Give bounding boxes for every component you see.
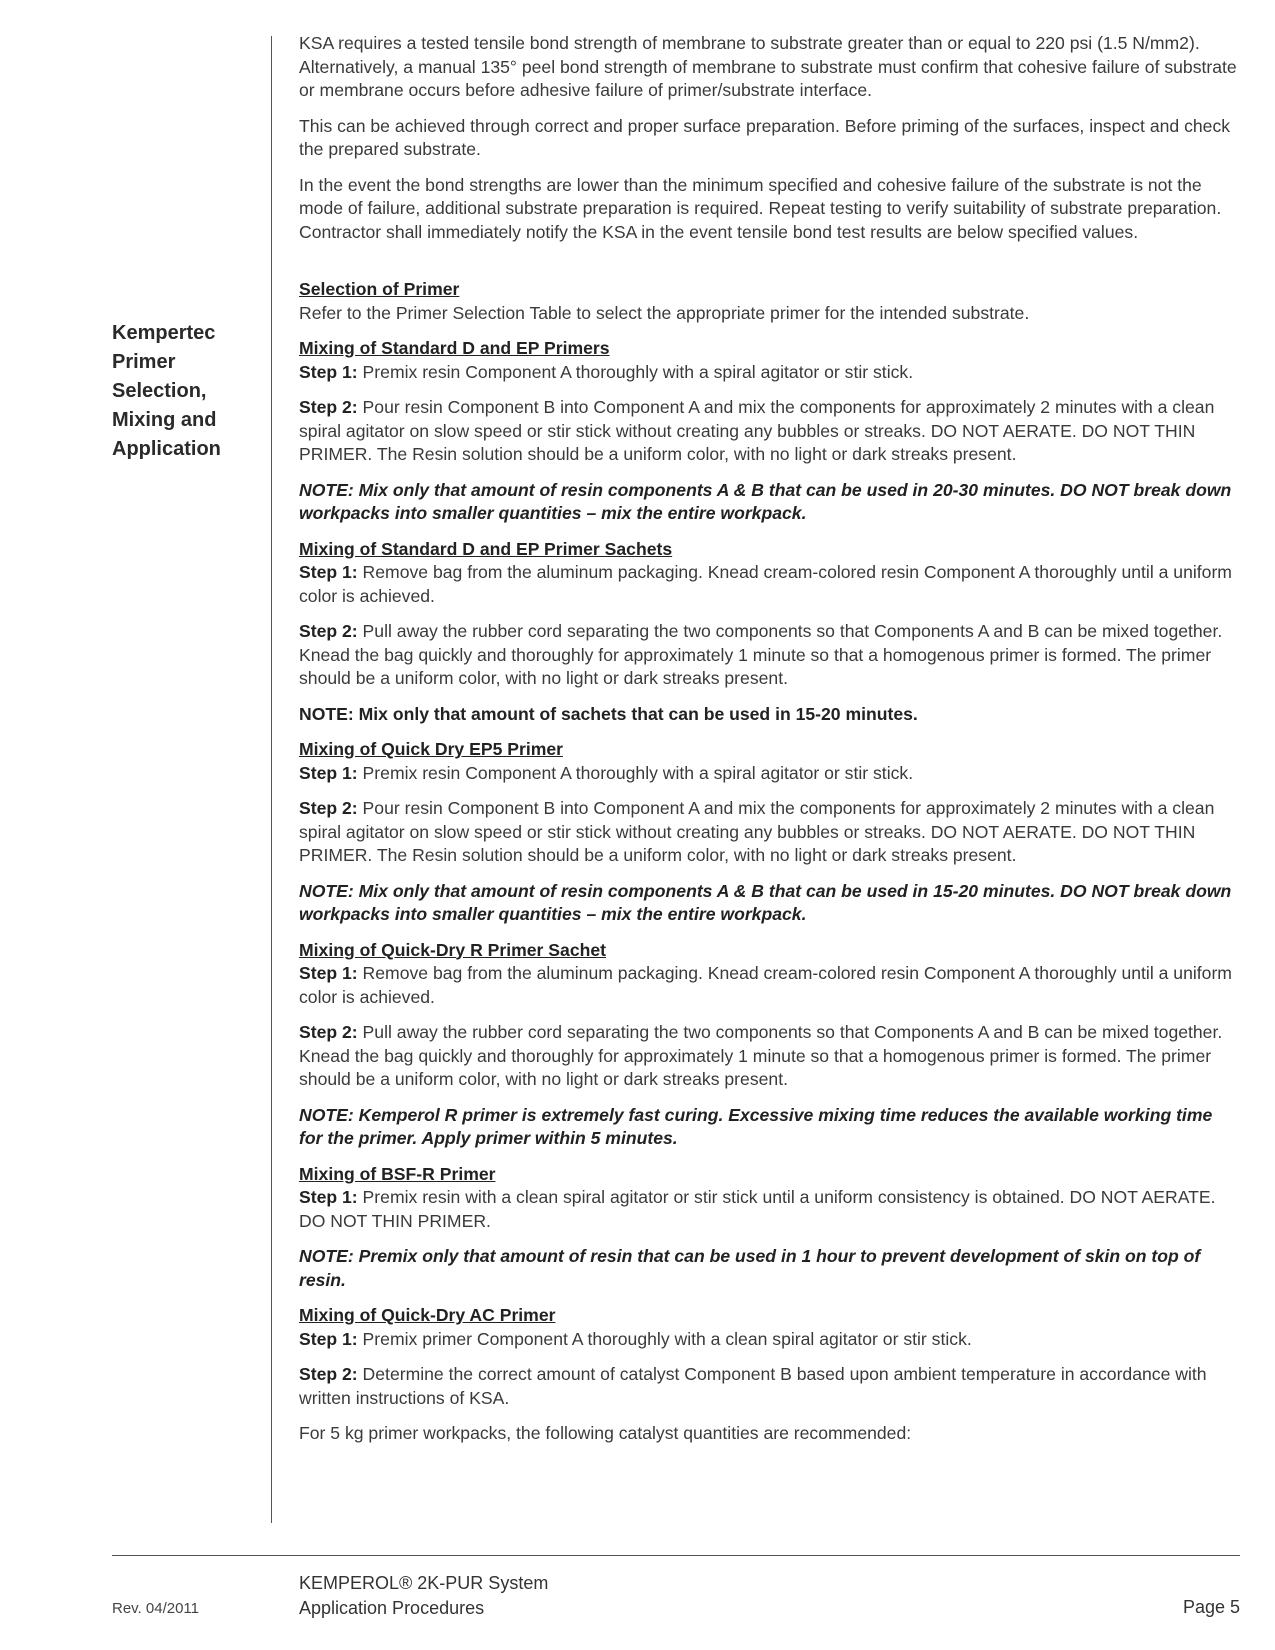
ep5-section [299, 738, 1239, 927]
sidebar-title-line: Primer [112, 351, 176, 373]
step-label: Step 2: [299, 621, 358, 641]
step-label: Step 2: [299, 1364, 358, 1384]
step-text: Pull away the rubber cord separating the two components so that Components A and B can be mixed together. Knead the bag quickly and thoroughly for approximately 1 minute so that a homogenous primer is formed. The primer should be a uniform color, with no light or dark streaks present. [299, 1022, 1223, 1089]
section-heading: Mixing of BSF-R Primer [299, 1163, 496, 1184]
note-text: NOTE: Mix only that amount of sachets that can be used in 15-20 minutes. [299, 703, 918, 724]
step-text: Pull away the rubber cord separating the two components so that Components A and B can be mixed together. Knead the bag quickly and thoroughly for approximately 1 minute so that a homogenous primer is formed. The primer should be a uniform color, with no light or dark streaks present. [299, 621, 1223, 688]
footer-divider [112, 1555, 1240, 1556]
note-text: NOTE: Mix only that amount of resin components A & B that can be used in 20-30 minutes. DO NOT break down workpacks into smaller quantities – mix the entire workpack. [299, 479, 1232, 523]
selection-section [299, 278, 1239, 325]
sidebar-title-line: Kempertec [112, 322, 216, 344]
step-text: Pour resin Component B into Component A and mix the components for approximately 2 minutes with a clean spiral agitator on slow speed or stir stick without creating any bubbles or streaks. DO NOT AERATE. DO NOT THIN PRIMER. The Resin solution should be a uniform color, with no light or dark streaks present. [299, 798, 1215, 865]
step-text: Premix resin with a clean spiral agitator or stir stick until a uniform consistency is obtained. DO NOT AERATE. DO NOT THIN PRIMER. [299, 1187, 1216, 1231]
document-title-line: KEMPEROL® 2K-PUR System [299, 1573, 549, 1593]
intro-paragraph: In the event the bond strengths are lower than the minimum specified and cohesive failure of the substrate is not the mode of failure, additional substrate preparation is required. Repeat testing to verify suitability of substrate preparation. Contractor shall immediately notify the KSA in the event tensile bond test results are below specified values. [299, 174, 1222, 242]
step-text: Determine the correct amount of catalyst Component B based upon ambient temperature in accordance with written instructions of KSA. [299, 1364, 1207, 1408]
step-text: Pour resin Component B into Component A and mix the components for approximately 2 minutes with a clean spiral agitator on slow speed or stir stick without creating any bubbles or streaks. DO NOT AERATE. DO NOT THIN PRIMER. The Resin solution should be a uniform color, with no light or dark streaks present. [299, 397, 1215, 464]
intro-paragraph: This can be achieved through correct and proper surface preparation. Before priming of the surfaces, inspect and check the prepared substrate. [299, 115, 1231, 159]
step-text: Premix primer Component A thoroughly with a clean spiral agitator or stir stick. [357, 1328, 972, 1349]
step-label: Step 1: [299, 762, 358, 783]
sachets-section [299, 538, 1239, 727]
step-label: Step 2: [299, 798, 358, 818]
quick-r-section [299, 939, 1239, 1151]
page-number: Page 5 [1182, 1597, 1240, 1617]
note-text: NOTE: Premix only that amount of resin that can be used in 1 hour to prevent development of skin on top of resin. [299, 1246, 1201, 1290]
bsf-r-section [299, 1163, 1239, 1293]
sidebar-title-line: Selection, [112, 380, 207, 402]
note-text: NOTE: Kemperol R primer is extremely fast curing. Excessive mixing time reduces the available working time for the primer. Apply primer within 5 minutes. [299, 1104, 1213, 1148]
body-text: For 5 kg primer workpacks, the following catalyst quantities are recommended: [299, 1423, 912, 1443]
main-content [299, 32, 1239, 1458]
section-heading: Mixing of Quick Dry EP5 Primer [299, 739, 563, 759]
section-heading: Mixing of Quick-Dry R Primer Sachet [299, 939, 606, 960]
step-text: Remove bag from the aluminum packaging. Knead cream-colored resin Component A thoroughly until a uniform color is achieved. [299, 963, 1232, 1007]
section-heading: Mixing of Quick-Dry AC Primer [299, 1305, 556, 1325]
section-heading: Mixing of Standard D and EP Primers [299, 338, 610, 358]
step-text: Remove bag from the aluminum packaging. Knead cream-colored resin Component A thoroughly until a uniform color is achieved. [299, 562, 1232, 606]
sidebar-title-line: Mixing and [112, 409, 217, 431]
step-label: Step 1: [299, 1328, 358, 1349]
section-sidebar-title [112, 319, 252, 464]
document-title-line: Application Procedures [299, 1598, 485, 1618]
step-label: Step 2: [299, 397, 358, 417]
section-heading: Mixing of Standard D and EP Primer Sachets [299, 538, 673, 559]
step-label: Step 1: [299, 1187, 358, 1207]
document-title [299, 1571, 548, 1621]
section-heading: Selection of Primer [299, 279, 460, 299]
intro-paragraph: KSA requires a tested tensile bond strength of membrane to substrate greater than or equal to 220 psi (1.5 N/mm2). Alternatively, a manual 135° peel bond strength of membrane to substrate must confirm that cohesive failure of substrate or membrane occurs before adhesive failure of primer/substrate interface. [299, 33, 1237, 100]
spacer [299, 256, 1239, 278]
step-text: Premix resin Component A thoroughly with a spiral agitator or stir stick. [357, 762, 914, 783]
revision-label: Rev. 04/2011 [112, 1600, 200, 1617]
step-text: Premix resin Component A thoroughly with a spiral agitator or stir stick. [357, 361, 914, 382]
vertical-divider [271, 36, 272, 1523]
quick-ac-section [299, 1304, 1239, 1446]
step-label: Step 1: [299, 361, 358, 382]
sidebar-title-line: Application [112, 438, 221, 460]
note-text: NOTE: Mix only that amount of resin components A & B that can be used in 15-20 minutes. DO NOT break down workpacks into smaller quantities – mix the entire workpack. [299, 880, 1232, 924]
step-label: Step 2: [299, 1022, 358, 1042]
body-text: Refer to the Primer Selection Table to select the appropriate primer for the intended substrate. [299, 302, 1030, 323]
step-label: Step 1: [299, 963, 358, 983]
step-label: Step 1: [299, 562, 358, 582]
standard-primers-section [299, 337, 1239, 526]
